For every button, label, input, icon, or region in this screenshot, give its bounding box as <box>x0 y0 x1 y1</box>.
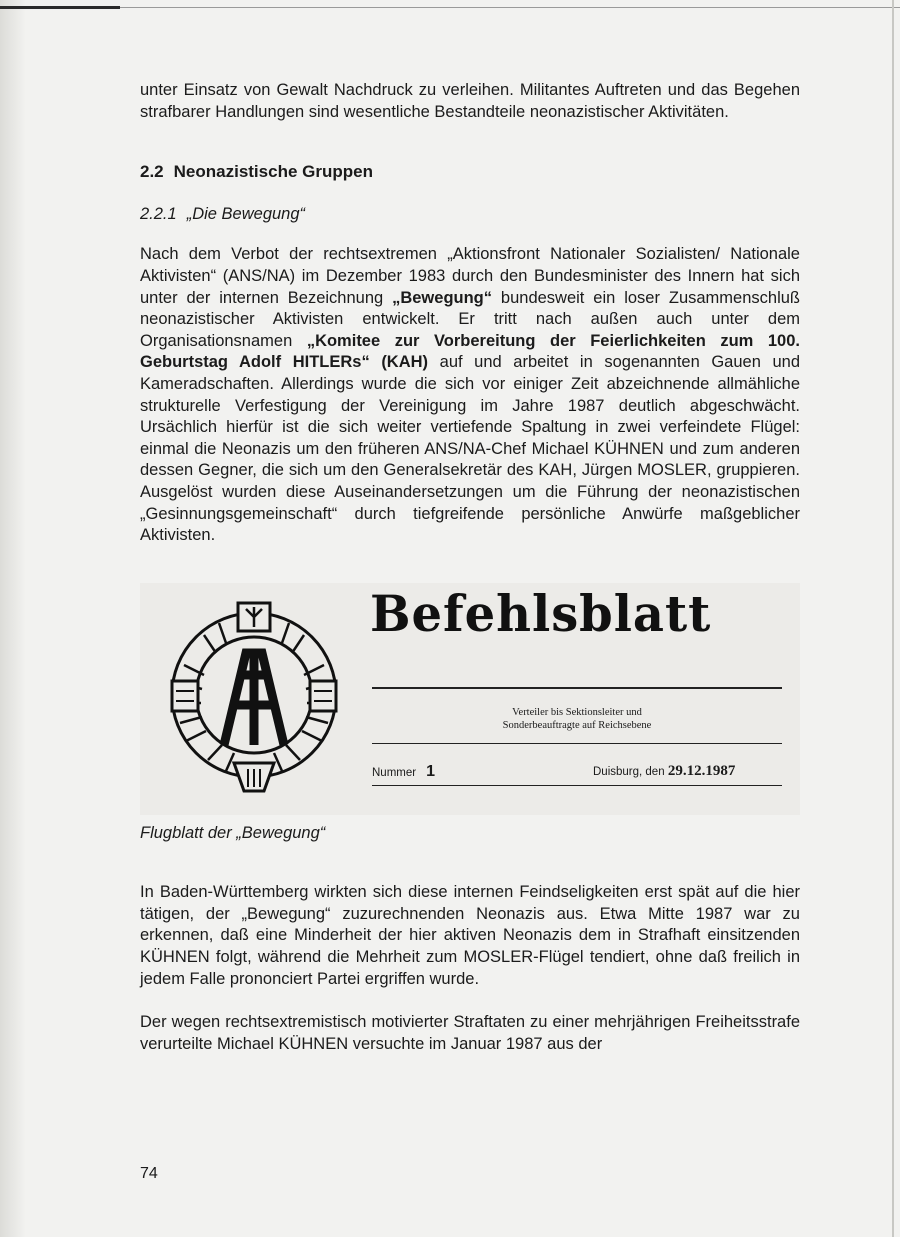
paragraph-main <box>140 244 800 546</box>
section-heading <box>140 161 800 183</box>
paragraph-main-part2: bundesweit ein loser Zusammenschluß neonazistischer Aktivisten entwickelt. Er tritt nach außen auch unter dem Organisationsnamen <box>140 288 800 350</box>
scan-shadow-left <box>0 0 26 1237</box>
page-number: 74 <box>140 1165 158 1182</box>
issue-number-label: Nummer <box>372 766 417 779</box>
subsection-heading <box>140 204 800 226</box>
place-label: Duisburg, den <box>593 765 665 778</box>
paragraph-main-part1: Nach dem Verbot der rechtsextremen „Aktionsfront Nationaler Sozialisten/ Nationale Aktivisten“ (ANS/NA) im Dezember 1983 durch den Bundesminister des Innern hat sich unter der internen Bezeichnung <box>140 245 800 307</box>
paragraph-main-part3: auf und arbeitet in sogenannten Gauen und Kameradschaften. Allerdings wurde die sich vor einiger Zeit abzeichnende allmähliche strukturelle Verfestigung der Vereinigung im Jahre 1987 deutlich abgeschwächt. Ursächlich hierfür ist die sich weiter vertiefende Spaltung in zwei verfeindete Flügel: einmal die Neonazis um den früheren ANS/NA-Chef Michael KÜHNEN und zum anderen dessen Gegner, die sich um den Generalsekretär des KAH, Jürgen MOSLER, gruppieren. Ausgelöst wurden diese Auseinandersetzungen um die Führung der neonazistischen „Gesinnungsgemeinschaft“ durch tiefgreifende persönliche Anwürfe maßgeblicher Aktivisten. <box>140 353 800 545</box>
leaflet-figure <box>140 583 800 815</box>
issue-number <box>372 761 435 785</box>
paragraph-main-bold2: „Komitee zur Vorbereitung der Feierlichkeiten zum 100. Geburtstag Adolf HITLERs“ (KAH) <box>140 331 800 372</box>
subsection-number: 2.2.1 <box>140 204 177 223</box>
paragraph-main-bold1: „Bewegung“ <box>392 288 493 307</box>
paragraph-last: Der wegen rechtsextremistisch motivierter Straftaten zu einer mehrjährigen Freiheitsstrafe verurteilte Michael KÜHNEN versuchte im Januar 1987 aus der <box>140 1013 800 1053</box>
scan-edge-right <box>892 0 894 1237</box>
figure-caption: Flugblatt der „Bewegung“ <box>140 823 326 842</box>
scan-edge-top <box>0 6 120 9</box>
section-number: 2.2 <box>140 162 164 182</box>
leaflet-title: Befehlsblatt <box>370 583 712 643</box>
subsection-title: „Die Bewegung“ <box>186 204 306 223</box>
title-rule <box>372 687 782 689</box>
scan-edge-top-line <box>120 7 900 8</box>
distribution-line-1: Verteiler bis Sektionsleiter und <box>512 706 642 718</box>
issue-date: 29.12.1987 <box>667 762 736 779</box>
bottom-rule <box>372 785 782 787</box>
paragraph-baden-wuerttemberg: In Baden-Württemberg wirkten sich diese internen Feindseligkeiten erst spät auf die hier tätigen, der „Bewegung“ zuzurechnenden Neonazis aus. Etwa Mitte 1987 war zu erkennen, daß eine Minderheit der hier aktiven Neonazis dem in Strafhaft einsitzenden KÜHNEN folgt, während die Mehrheit zum MOSLER-Flügel tendiert, ohne daß freilich in jedem Falle prononciert Partei ergriffen wurde. <box>140 883 800 988</box>
document-page <box>140 80 800 1055</box>
ah-wreath-emblem-icon <box>164 595 344 805</box>
section-title: Neonazistische Gruppen <box>173 162 373 182</box>
issue-number-value: 1 <box>426 762 435 780</box>
distribution-line-2: Sonderbeauftragte auf Reichsebene <box>502 719 652 731</box>
distribution-rule <box>372 743 782 745</box>
place-date <box>593 761 735 784</box>
paragraph-intro: unter Einsatz von Gewalt Nachdruck zu verleihen. Militantes Auftreten und das Begehen strafbarer Handlungen sind wesentliche Bestandteile neonazistischer Aktivitäten. <box>140 81 800 121</box>
